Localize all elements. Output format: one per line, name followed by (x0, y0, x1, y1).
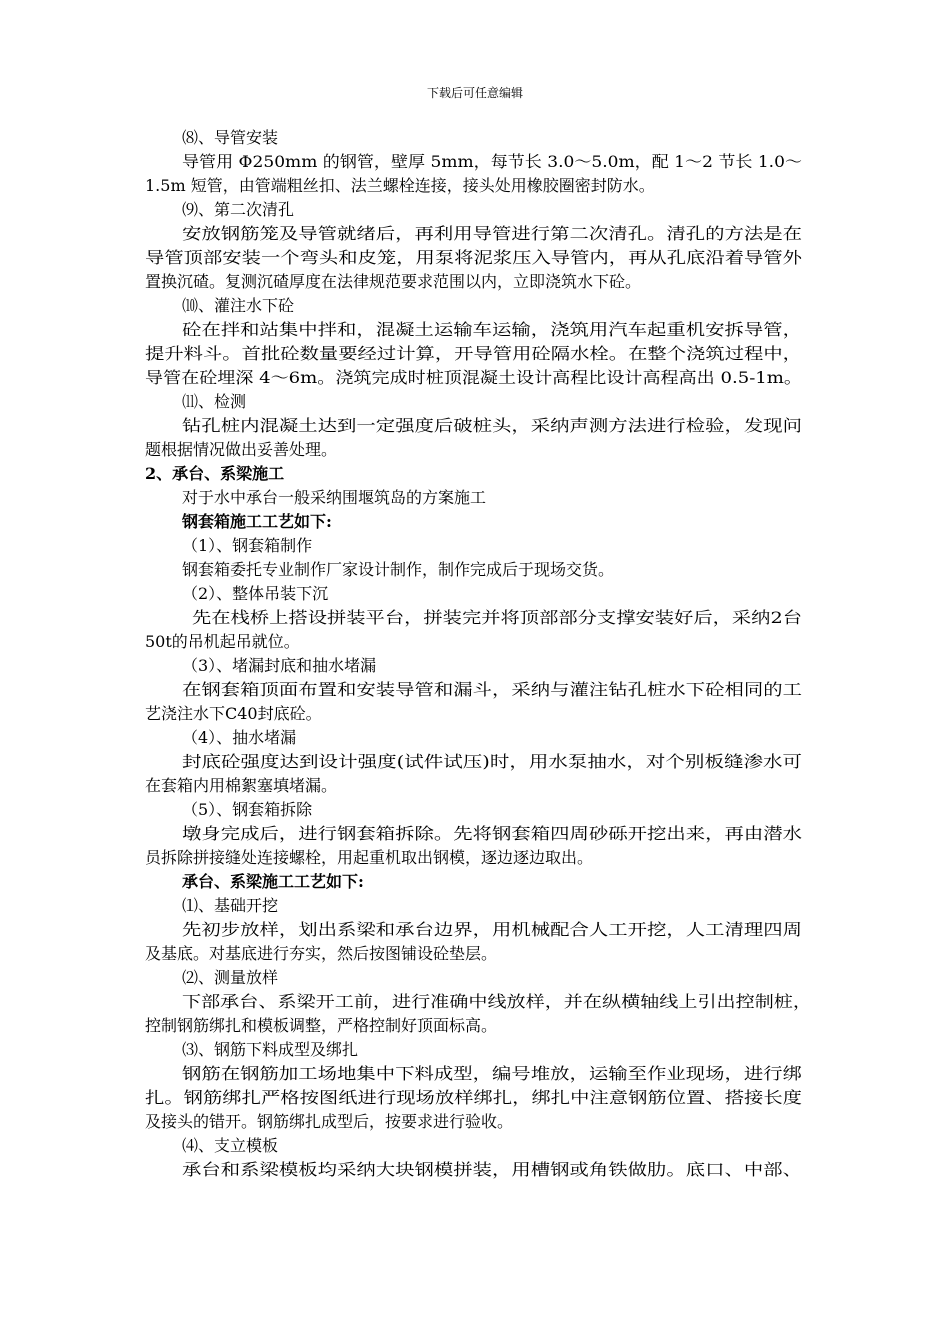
text-line (0, 246, 950, 270)
text-line (0, 870, 950, 894)
text-line (0, 966, 950, 990)
text-line (0, 198, 950, 222)
line-text: 导管顶部安装一个弯头和皮笼，用泵将泥浆压入导管内，再从孔底沿着导管外 (145, 248, 802, 267)
line-text: ⑾、检测 (182, 392, 247, 411)
line-text: 先在栈桥上搭设拼装平台，拼装完并将顶部部分支撑安装好后，采纳2台 (192, 608, 802, 627)
text-line (0, 990, 950, 1014)
line-text: 扎。钢筋绑扎严格按图纸进行现场放样绑扎，绑扎中注意钢筋位置、搭接长度 (145, 1088, 802, 1107)
text-line (0, 1110, 950, 1134)
text-line (0, 174, 950, 198)
line-text: 钢套箱委托专业制作厂家设计制作，制作完成后于现场交货。 (182, 560, 615, 579)
text-line (0, 438, 950, 462)
line-text: （4）、抽水堵漏 (182, 728, 297, 747)
line-text: 员拆除拼接缝处连接螺栓，用起重机取出钢模，逐边逐边取出。 (145, 848, 594, 867)
line-text: ⑽、灌注水下砼 (182, 296, 295, 315)
line-text: 控制钢筋绑扎和模板调整，严格控制好顶面标高。 (145, 1016, 498, 1035)
line-text: 墩身完成后，进行钢套箱拆除。先将钢套箱四周砂砾开挖出来，再由潜水 (182, 824, 802, 843)
text-line (0, 270, 950, 294)
text-line (0, 534, 950, 558)
line-text: 及接头的错开。钢筋绑扎成型后，按要求进行验收。 (145, 1112, 514, 1131)
line-text: 先初步放样，划出系梁和承台边界，用机械配合人工开挖，人工清理四周 (182, 920, 802, 939)
line-text: 砼在拌和站集中拌和，混凝土运输车运输，浇筑用汽车起重机安拆导管， (182, 320, 802, 339)
text-line (0, 654, 950, 678)
line-text: ⑼、第二次清孔 (182, 200, 295, 219)
text-line (0, 774, 950, 798)
text-line (0, 294, 950, 318)
text-line (0, 702, 950, 726)
line-text: ⑶、钢筋下料成型及绑扎 (182, 1040, 359, 1059)
line-text: （5）、钢套箱拆除 (182, 800, 313, 819)
line-text: 下部承台、系梁开工前，进行准确中线放样，并在纵横轴线上引出控制桩， (182, 992, 812, 1011)
line-text: 钻孔桩内混凝土达到一定强度后破桩头，采纳声测方法进行检验，发现问 (182, 416, 802, 435)
line-text: 导管用 Φ250mm 的钢管，壁厚 5mm，每节长 3.0～5.0m，配 1～2 节长 1.0～ (182, 152, 802, 171)
line-text: 1.5m 短管，由管端粗丝扣、法兰螺栓连接，接头处用橡胶圈密封防水。 (145, 176, 655, 195)
line-text: 50t的吊机起吊就位。 (145, 632, 300, 651)
text-line (0, 342, 950, 366)
line-text: ⑻、导管安装 (182, 128, 279, 147)
text-line (0, 678, 950, 702)
line-text: 在钢套箱顶面布置和安装导管和漏斗，采纳与灌注钻孔桩水下砼相同的工 (182, 680, 802, 699)
text-line (0, 462, 950, 486)
line-text: 封底砼强度达到设计强度(试件试压)时，用水泵抽水，对个别板缝渗水可 (182, 752, 802, 771)
line-text: （2）、整体吊装下沉 (182, 584, 329, 603)
text-line (0, 558, 950, 582)
text-line (0, 510, 950, 534)
text-line (0, 822, 950, 846)
text-line (0, 942, 950, 966)
text-line (0, 1158, 950, 1182)
text-line (0, 918, 950, 942)
text-line (0, 1038, 950, 1062)
line-text: 置换沉碴。复测沉碴厚度在法律规范要求范围以内，立即浇筑水下砼。 (145, 272, 642, 291)
line-text: 导管在砼埋深 4～6m。浇筑完成时桩顶混凝土设计高程比设计高程高出 0.5-1m。 (145, 368, 803, 387)
line-text: ⑵、测量放样 (182, 968, 279, 987)
section-heading: 承台、系梁施工工艺如下: (182, 872, 364, 891)
text-line (0, 798, 950, 822)
text-line (0, 486, 950, 510)
text-line (0, 582, 950, 606)
line-text: （3）、堵漏封底和抽水堵漏 (182, 656, 377, 675)
text-line (0, 150, 950, 174)
text-line (0, 750, 950, 774)
line-text: 在套箱内用棉絮塞填堵漏。 (145, 776, 338, 795)
line-text: 钢筋在钢筋加工场地集中下料成型，编号堆放，运输至作业现场，进行绑 (182, 1064, 802, 1083)
line-text: 艺浇注水下C40封底砼。 (145, 704, 322, 723)
text-line (0, 1134, 950, 1158)
text-line (0, 390, 950, 414)
text-line (0, 894, 950, 918)
text-line (0, 606, 950, 630)
text-line (0, 318, 950, 342)
line-text: 题根据情况做出妥善处理。 (145, 440, 338, 459)
line-text: ⑷、支立模板 (182, 1136, 279, 1155)
section-heading: 2、承台、系梁施工 (145, 464, 285, 483)
line-text: 及基底。对基底进行夯实，然后按图铺设砼垫层。 (145, 944, 498, 963)
line-text: 安放钢筋笼及导管就绪后，再利用导管进行第二次清孔。清孔的方法是在 (182, 224, 802, 243)
text-line (0, 414, 950, 438)
text-line (0, 846, 950, 870)
text-line (0, 726, 950, 750)
text-line (0, 1014, 950, 1038)
line-text: ⑴、基础开挖 (182, 896, 279, 915)
line-text: （1）、钢套箱制作 (182, 536, 313, 555)
page-header: 下载后可任意编辑 (426, 86, 523, 100)
section-heading: 钢套箱施工工艺如下: (182, 512, 332, 531)
text-line (0, 1062, 950, 1086)
text-line (0, 630, 950, 654)
line-text: 提升料斗。首批砼数量要经过计算，开导管用砼隔水栓。在整个浇筑过程中， (145, 344, 802, 363)
text-line (0, 1086, 950, 1110)
line-text: 承台和系梁模板均采纳大块钢模拼装，用槽钢或角铁做肋。底口、中部、 (182, 1160, 802, 1179)
text-line (0, 222, 950, 246)
text-line (0, 126, 950, 150)
text-line (0, 366, 950, 390)
line-text: 对于水中承台一般采纳围堰筑岛的方案施工 (182, 488, 487, 507)
